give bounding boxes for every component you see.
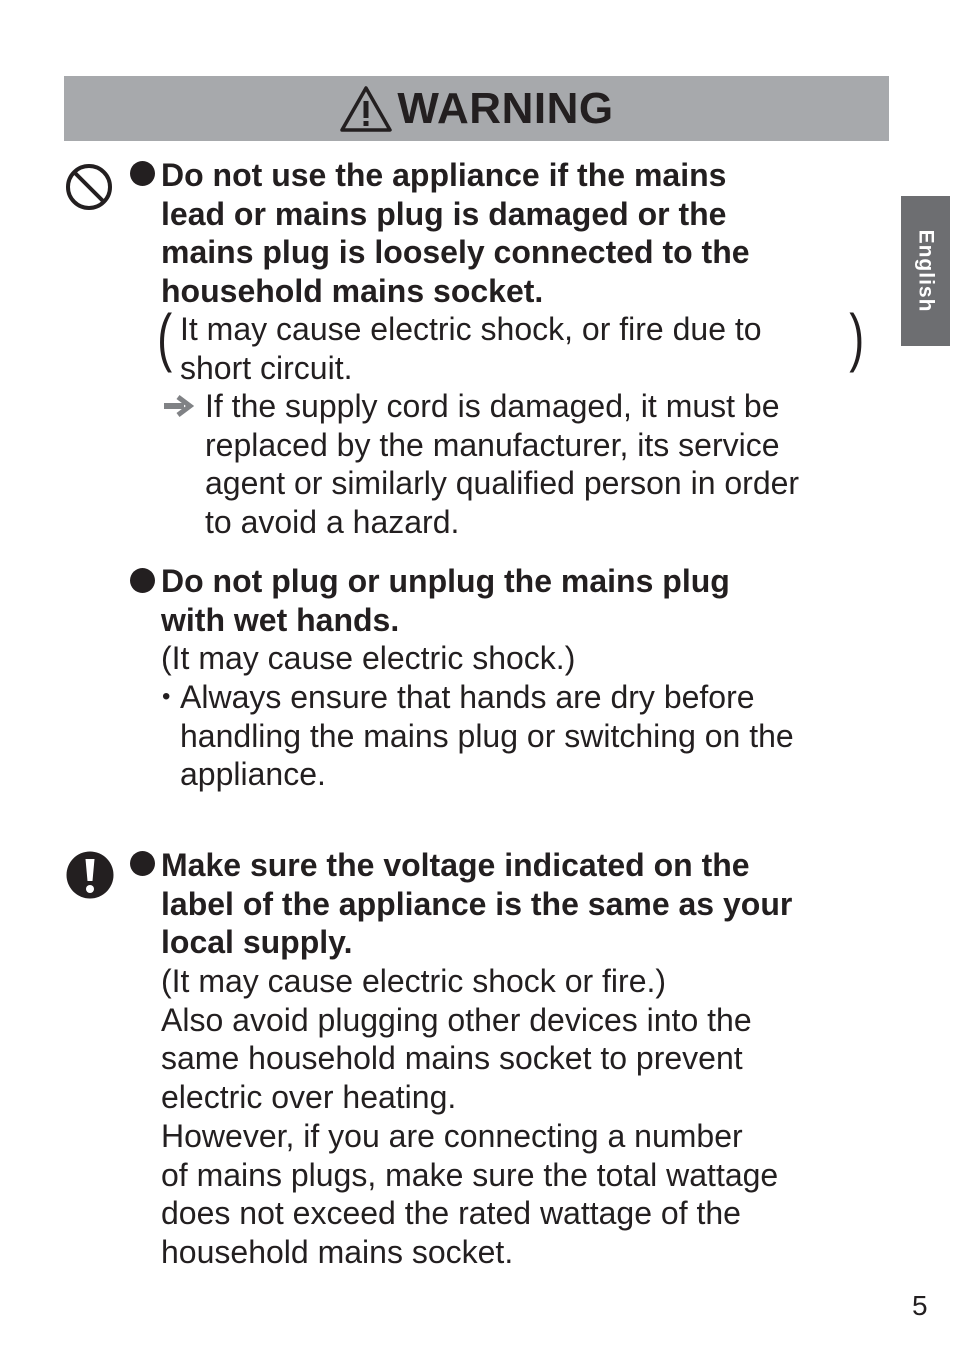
item-3-heading: Make sure the voltage indicated on the label of the appliance is the same as your local supply. bbox=[161, 847, 793, 961]
bullet-dot bbox=[130, 851, 155, 876]
warning-triangle-icon bbox=[339, 85, 393, 133]
item-1-advice: If the supply cord is damaged, it must be replaced by the manufacturer, its service agent or similarly qualified person in order to avoid a hazard. bbox=[205, 388, 800, 541]
prohibition-icon bbox=[64, 162, 114, 212]
close-paren: ) bbox=[849, 301, 865, 373]
item-2-heading: Do not plug or unplug the mains plug with wet hands. bbox=[161, 563, 730, 638]
small-bullet: • bbox=[162, 683, 171, 710]
bullet-dot bbox=[130, 161, 155, 186]
item-3-body: (It may cause electric shock or fire.) Also avoid plugging other devices into the same household mains socket to prevent electric over heating. However, if you are connecting a number of mains plugs, make sure the total wattage does not exceed the rated wattage of the household mains socket. bbox=[161, 963, 779, 1270]
warning-title: WARNING bbox=[397, 83, 614, 133]
item-2-note: (It may cause electric shock.) bbox=[161, 640, 576, 676]
bullet-dot bbox=[130, 568, 155, 593]
page-number: 5 bbox=[912, 1290, 928, 1321]
warning-header bbox=[64, 76, 889, 141]
item-2-advice: Always ensure that hands are dry before handling the mains plug or switching on the appliance. bbox=[180, 679, 794, 793]
exclamation-icon bbox=[66, 850, 114, 900]
arrow-right-icon bbox=[162, 394, 194, 418]
language-tab bbox=[901, 196, 950, 346]
open-paren: ( bbox=[157, 301, 173, 373]
language-label: English bbox=[914, 229, 938, 313]
item-1-heading: Do not use the appliance if the mains lead or mains plug is damaged or the mains plug is loosely connected to the household mains socket. bbox=[161, 157, 750, 310]
item-1-note: It may cause electric shock, or fire due to short circuit. bbox=[180, 311, 762, 386]
